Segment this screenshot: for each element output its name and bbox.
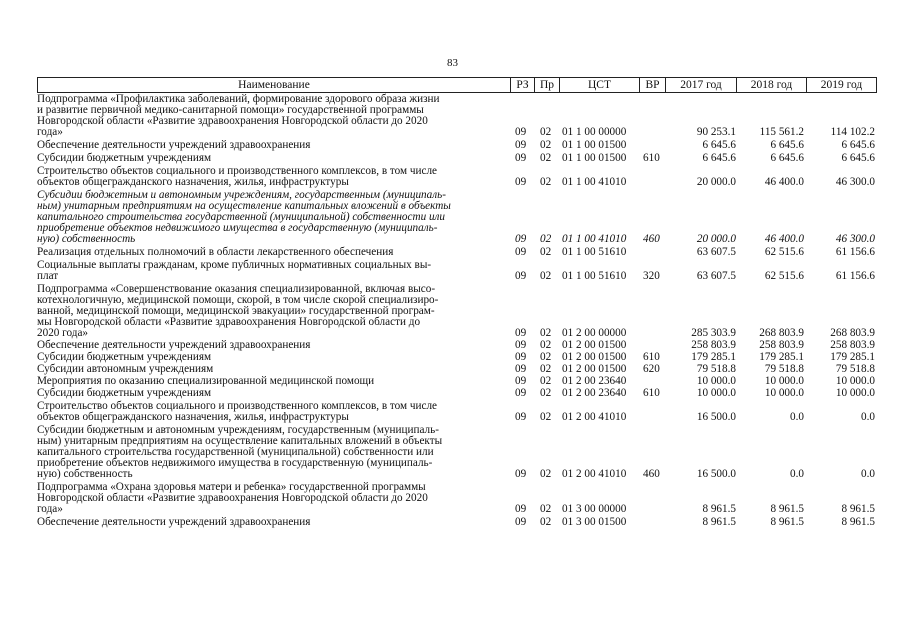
cell-y2019: 179 285.1	[830, 351, 875, 363]
cell-y2018: 10 000.0	[764, 387, 804, 399]
cell-pr: 02	[540, 411, 552, 423]
header-2017: 2017 год	[665, 78, 736, 92]
table-body	[37, 94, 877, 528]
cell-y2017: 6 645.6	[702, 139, 736, 151]
cell-vr: 620	[643, 363, 660, 375]
cell-y2018: 79 518.8	[764, 363, 804, 375]
cell-rz: 09	[515, 176, 527, 188]
cell-y2018: 6 645.6	[770, 139, 804, 151]
table-row	[37, 190, 877, 245]
table-row	[37, 153, 877, 164]
header-2018: 2018 год	[736, 78, 806, 92]
cell-y2017: 20 000.0	[696, 176, 736, 188]
cell-y2017: 90 253.1	[696, 126, 736, 138]
header-pr: Пр	[534, 78, 559, 92]
cell-y2019: 268 803.9	[830, 327, 875, 339]
cell-rz: 09	[515, 246, 527, 258]
cell-y2018: 179 285.1	[759, 351, 804, 363]
table-row	[37, 425, 877, 480]
cell-y2017: 179 285.1	[691, 351, 736, 363]
cell-rz: 09	[515, 152, 527, 164]
table-row	[37, 284, 877, 339]
cell-cst: 01 1 00 41010	[562, 176, 627, 188]
cell-pr: 02	[540, 468, 552, 480]
cell-y2017: 16 500.0	[696, 411, 736, 423]
cell-cst: 01 2 00 01500	[562, 339, 627, 351]
cell-cst: 01 1 00 51610	[562, 270, 627, 282]
cell-vr: 610	[643, 152, 660, 164]
row-name: Субсидии бюджетным и автономным учреждениям, государственным (муниципаль- ным) унитарным предприятиям на осуществление капитальных вложений в объекты капитального строительства государственной (муниципальной) собственности или приобретение объектов недвижимого имущества в государственную (муниципаль- ную) собственность	[37, 189, 451, 245]
cell-cst: 01 1 00 01500	[562, 139, 627, 151]
cell-pr: 02	[540, 351, 552, 363]
cell-y2018: 258 803.9	[759, 339, 804, 351]
cell-rz: 09	[515, 375, 527, 387]
cell-cst: 01 2 00 01500	[562, 351, 627, 363]
cell-cst: 01 2 00 41010	[562, 468, 627, 480]
cell-pr: 02	[540, 516, 552, 528]
cell-cst: 01 1 00 51610	[562, 246, 627, 258]
cell-rz: 09	[515, 139, 527, 151]
cell-rz: 09	[515, 503, 527, 515]
cell-y2018: 8 961.5	[770, 503, 804, 515]
cell-cst: 01 3 00 00000	[562, 503, 627, 515]
cell-pr: 02	[540, 375, 552, 387]
cell-rz: 09	[515, 126, 527, 138]
table-row	[37, 247, 877, 258]
cell-pr: 02	[540, 339, 552, 351]
cell-cst: 01 2 00 01500	[562, 363, 627, 375]
cell-y2019: 46 300.0	[835, 176, 875, 188]
cell-vr: 610	[643, 387, 660, 399]
cell-pr: 02	[540, 176, 552, 188]
row-name: Строительство объектов социального и производственного комплексов, в том числе объектов общегражданского назначения, жилья, инфраструктуры	[37, 400, 438, 423]
cell-rz: 09	[515, 233, 527, 245]
cell-y2019: 6 645.6	[841, 152, 875, 164]
cell-pr: 02	[540, 246, 552, 258]
cell-y2019: 61 156.6	[835, 270, 875, 282]
row-name: Подпрограмма «Профилактика заболеваний, формирование здорового образа жизни и развитие первичной медико-санитарной помощи» государственной программы Новгородской области «Развитие здравоохранения Новгородской области до 2020 года»	[37, 93, 440, 138]
cell-cst: 01 2 00 41010	[562, 411, 627, 423]
cell-y2019: 46 300.0	[835, 233, 875, 245]
row-name: Субсидии автономным учреждениям	[37, 363, 214, 375]
row-name: Обеспечение деятельности учреждений здравоохранения	[37, 516, 311, 528]
header-rz: РЗ	[510, 78, 534, 92]
cell-rz: 09	[515, 468, 527, 480]
cell-cst: 01 1 00 00000	[562, 126, 627, 138]
header-vr: ВР	[639, 78, 665, 92]
cell-y2018: 0.0	[790, 411, 804, 423]
cell-y2019: 61 156.6	[835, 246, 875, 258]
table-row	[37, 364, 877, 375]
table-row	[37, 352, 877, 363]
cell-rz: 09	[515, 270, 527, 282]
cell-y2017: 8 961.5	[702, 503, 736, 515]
cell-y2019: 6 645.6	[841, 139, 875, 151]
cell-y2019: 0.0	[861, 468, 875, 480]
row-name: Обеспечение деятельности учреждений здравоохранения	[37, 339, 311, 351]
cell-cst: 01 2 00 23640	[562, 375, 627, 387]
cell-y2018: 268 803.9	[759, 327, 804, 339]
row-name: Реализация отдельных полномочий в области лекарственного обеспечения	[37, 246, 394, 258]
table-row	[37, 260, 877, 282]
budget-table	[37, 77, 877, 528]
cell-vr: 460	[643, 233, 660, 245]
cell-y2019: 114 102.2	[830, 126, 875, 138]
cell-pr: 02	[540, 139, 552, 151]
cell-y2018: 115 561.2	[759, 126, 804, 138]
cell-pr: 02	[540, 270, 552, 282]
cell-y2018: 46 400.0	[764, 176, 804, 188]
cell-y2017: 258 803.9	[691, 339, 736, 351]
row-name: Мероприятия по оказанию специализированной медицинской помощи	[37, 375, 375, 387]
cell-y2018: 62 515.6	[764, 246, 804, 258]
row-name: Субсидии бюджетным учреждениям	[37, 387, 212, 399]
cell-rz: 09	[515, 387, 527, 399]
cell-rz: 09	[515, 351, 527, 363]
cell-y2017: 8 961.5	[702, 516, 736, 528]
table-row	[37, 94, 877, 138]
row-name: Субсидии бюджетным и автономным учреждениям, государственным (муниципаль- ным) унитарным предприятиям на осуществление капитальных вложений в объекты капитального строительства государственной (муниципальной) собственности или приобретение объектов недвижимого имущества в государственную (муниципаль- ную) собственность	[37, 424, 443, 480]
cell-y2017: 79 518.8	[696, 363, 736, 375]
cell-y2017: 63 607.5	[696, 270, 736, 282]
cell-rz: 09	[515, 516, 527, 528]
row-name: Подпрограмма «Охрана здоровья матери и ребенка» государственной программы Новгородской области «Развитие здравоохранения Новгородской области до 2020 года»	[37, 481, 428, 515]
cell-cst: 01 2 00 00000	[562, 327, 627, 339]
header-2019: 2019 год	[806, 78, 876, 92]
cell-y2017: 63 607.5	[696, 246, 736, 258]
cell-rz: 09	[515, 411, 527, 423]
cell-vr: 320	[643, 270, 660, 282]
cell-cst: 01 1 00 01500	[562, 152, 627, 164]
cell-y2017: 285 303.9	[691, 327, 736, 339]
cell-vr: 610	[643, 351, 660, 363]
header-name: Наименование	[238, 79, 310, 91]
row-name: Строительство объектов социального и производственного комплексов, в том числе объектов общегражданского назначения, жилья, инфраструктуры	[37, 165, 438, 188]
table-row	[37, 166, 877, 188]
cell-vr: 460	[643, 468, 660, 480]
cell-pr: 02	[540, 152, 552, 164]
cell-y2017: 20 000.0	[696, 233, 736, 245]
cell-pr: 02	[540, 233, 552, 245]
cell-rz: 09	[515, 339, 527, 351]
table-row	[37, 376, 877, 387]
cell-cst: 01 3 00 01500	[562, 516, 627, 528]
cell-y2017: 10 000.0	[696, 375, 736, 387]
cell-y2019: 10 000.0	[835, 375, 875, 387]
page-number: 83	[447, 57, 458, 69]
cell-y2019: 10 000.0	[835, 387, 875, 399]
cell-cst: 01 2 00 23640	[562, 387, 627, 399]
cell-y2019: 258 803.9	[830, 339, 875, 351]
cell-pr: 02	[540, 387, 552, 399]
row-name: Субсидии бюджетным учреждениям	[37, 152, 212, 164]
table-row	[37, 517, 877, 528]
cell-y2019: 79 518.8	[835, 363, 875, 375]
cell-y2019: 0.0	[861, 411, 875, 423]
table-row	[37, 482, 877, 515]
table-row	[37, 140, 877, 151]
cell-y2018: 8 961.5	[770, 516, 804, 528]
header-cst: ЦСТ	[559, 78, 639, 92]
row-name: Социальные выплаты гражданам, кроме публичных нормативных социальных вы- плат	[37, 259, 432, 282]
table-row	[37, 401, 877, 423]
cell-y2018: 46 400.0	[764, 233, 804, 245]
cell-y2017: 6 645.6	[702, 152, 736, 164]
row-name: Подпрограмма «Совершенствование оказания специализированной, включая высо- котехнологичную, медицинской помощи, скорой, в том числе скорой специализиро- ванной, медицинской помощи, медицинской эвакуации» государственной програм- мы Новгородской области «Развитие здравоохранения Новгородской области до 2020 года»	[37, 283, 439, 339]
cell-y2019: 8 961.5	[841, 516, 875, 528]
cell-rz: 09	[515, 327, 527, 339]
cell-y2018: 6 645.6	[770, 152, 804, 164]
cell-y2018: 10 000.0	[764, 375, 804, 387]
cell-y2017: 16 500.0	[696, 468, 736, 480]
cell-pr: 02	[540, 126, 552, 138]
row-name: Субсидии бюджетным учреждениям	[37, 351, 212, 363]
table-row	[37, 340, 877, 351]
cell-y2018: 62 515.6	[764, 270, 804, 282]
cell-pr: 02	[540, 327, 552, 339]
cell-pr: 02	[540, 503, 552, 515]
cell-y2017: 10 000.0	[696, 387, 736, 399]
cell-y2018: 0.0	[790, 468, 804, 480]
table-row	[37, 388, 877, 399]
cell-cst: 01 1 00 41010	[562, 233, 627, 245]
cell-y2019: 8 961.5	[841, 503, 875, 515]
cell-rz: 09	[515, 363, 527, 375]
row-name: Обеспечение деятельности учреждений здравоохранения	[37, 139, 311, 151]
table-header	[37, 77, 877, 93]
cell-pr: 02	[540, 363, 552, 375]
